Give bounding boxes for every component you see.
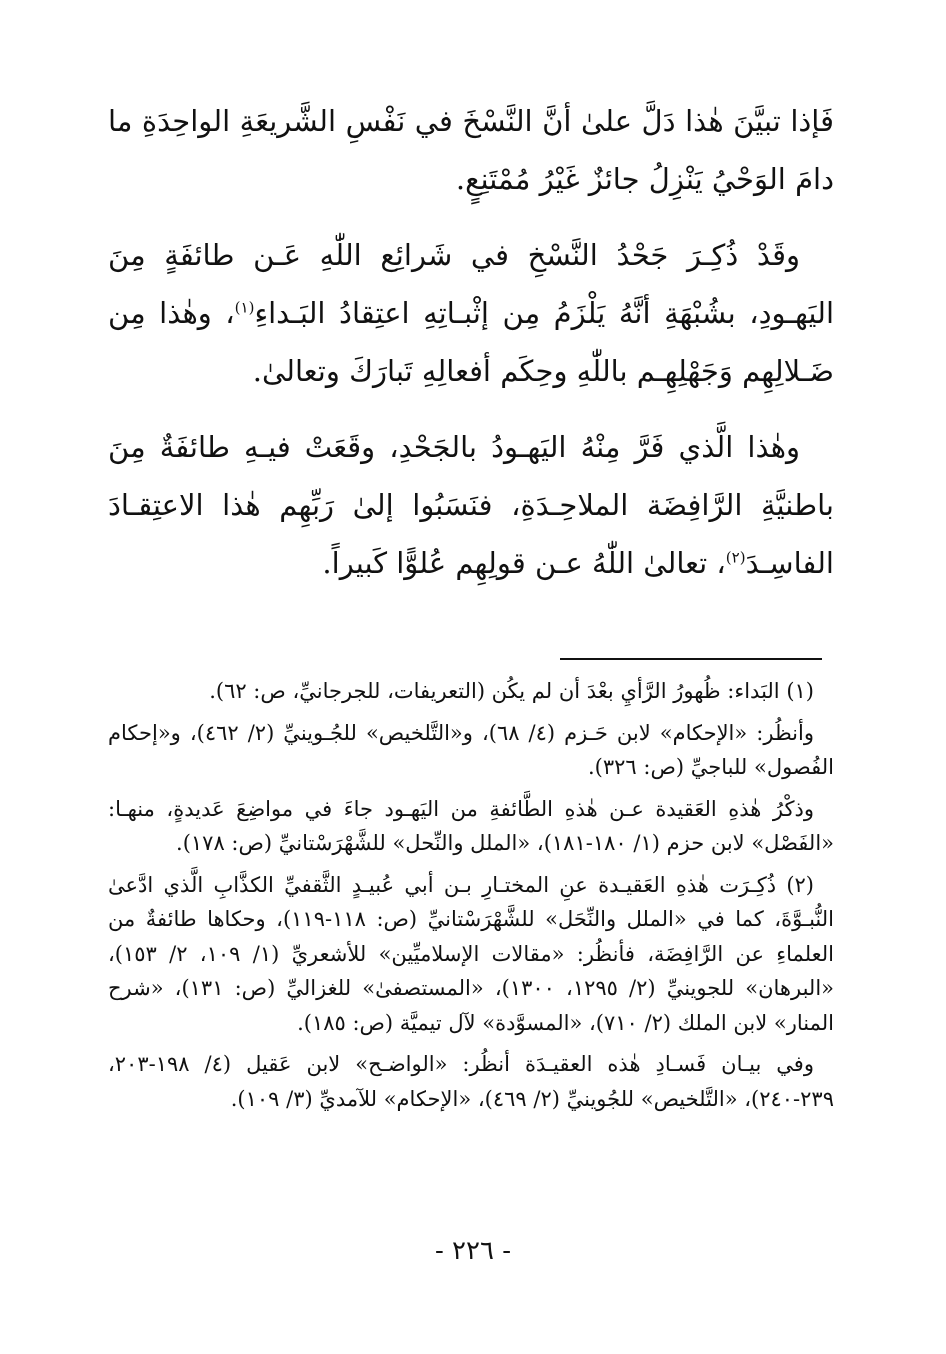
footnote-ref: (١) xyxy=(234,298,255,317)
paragraph-text: وهٰذا الَّذي فَرَّ مِنْهُ اليَهـودُ بالجَحْدِ، وقَعَتْ فيـهِ طائفَةٌ مِنَ باطنيَّةِ الرَّافِضَة الملاحِـدَةِ، فنَسَبُوا إلىٰ رَبِّهِم هٰذا الاعتِقـادَ الفاسِـدَ xyxy=(108,430,834,580)
footnote-ref: (٢) xyxy=(725,548,746,567)
paragraph-text-continued: ، وهٰذا مِن ضَـلالِهِم وَجَهْلِهِـم باللّٰهِ وحِكَم أفعالِهِ تَبارَكَ وتعالىٰ. xyxy=(108,296,834,388)
body-paragraph xyxy=(108,226,834,400)
footnote-separator xyxy=(560,658,822,660)
footnote: (١) البَداء: ظُهورُ الرَّأيِ بعْدَ أن لم يكُن (التعريفات، للجرجانيِّ، ص: ٦٢). xyxy=(209,679,814,703)
body-paragraph xyxy=(108,92,834,208)
body-paragraph xyxy=(108,418,834,592)
paragraph-text-continued: ، تعالىٰ اللّٰهُ عـن قولِهِم عُلوًّا كَبيراً. xyxy=(322,546,726,580)
footnote: (٢) ذُكِـرَت هٰذهِ العَقيـدة عنِ المختـارِ بـن أبي عُبيـدٍ الثَّقفيِّ الكذَّابِ الَّذي ادَّعىٰ النُّبـوَّةَ، كما في «الملل والنِّحَل» للشَّهْرَسْتانيِّ (ص: ١١٨-١١٩)، وحكاها طائفةٌ من العلماءِ عن الرَّافِضَة، فأنظُر: «مقالات الإسلاميِّين» للأشعريِّ (١/ ١٠٩، ٢/ ١٥٣)، «البرهان» للجوينيِّ (٢/ ١٢٩٥، ١٣٠٠)، «المستصفىٰ» للغزاليِّ (ص: ١٣١)، «شرح المنار» لابن الملك (٢/ ٧١٠)، «المسوَّدة» لآل تيميَّة (ص: ١٨٥). xyxy=(108,872,835,1035)
page-number: - ٢٢٦ - xyxy=(434,1236,512,1266)
footnote: وذكْرُ هٰذهِ العَقيدة عـن هٰذهِ الطَّائفةِ من اليَهـود جاءَ في مواضِعَ عَديدةٍ، منهـا: «الفَصْل» لابن حزم (١/ ١٨٠-١٨١)، «الملل والنِّحل» للشَّهْرَسْتانيِّ (ص: ١٧٨). xyxy=(108,796,834,855)
footnote: وفي بيـان فَسـادِ هٰذه العقيـدَة أنظُر: «الواضـح» لابن عَقيل (٤/ ١٩٨-٢٠٣، ٢٣٩-٢٤٠)، «التَّلخيص» للجُوينيِّ (٢/ ٤٦٩)، «الإحكام» للآمديِّ (٣/ ١٠٩). xyxy=(108,1052,834,1111)
footnotes xyxy=(108,674,834,1123)
paragraph-text: فَإذا تبيَّنَ هٰذا دَلَّ علىٰ أنَّ النَّسْخَ في نَفْسِ الشَّريعَةِ الواحِدَةِ ما دامَ الوَحْيُ يَنْزِلُ جائزٌ غَيْرُ مُمْتَنِعٍ. xyxy=(108,104,834,196)
paragraph-text: وقَدْ ذُكِـرَ جَحْدُ النَّسْخِ في شَرائِع اللّٰهِ عَـن طائفَةٍ مِنَ اليَهـودِ، بشُبْهَةِ أنَّهُ يَلْزَمُ مِن إثْبـاتِهِ اعتِقادُ البَـداءِ xyxy=(108,238,835,330)
footnote: وأنظُر: «الإحكام» لابن حَـزم (٤/ ٦٨)، و«التَّلخيص» للجُـوينيِّ (٢/ ٤٦٢)، و«إحكام الفُصول» للباجيِّ (ص: ٣٢٦). xyxy=(108,720,834,779)
main-text xyxy=(108,92,834,610)
